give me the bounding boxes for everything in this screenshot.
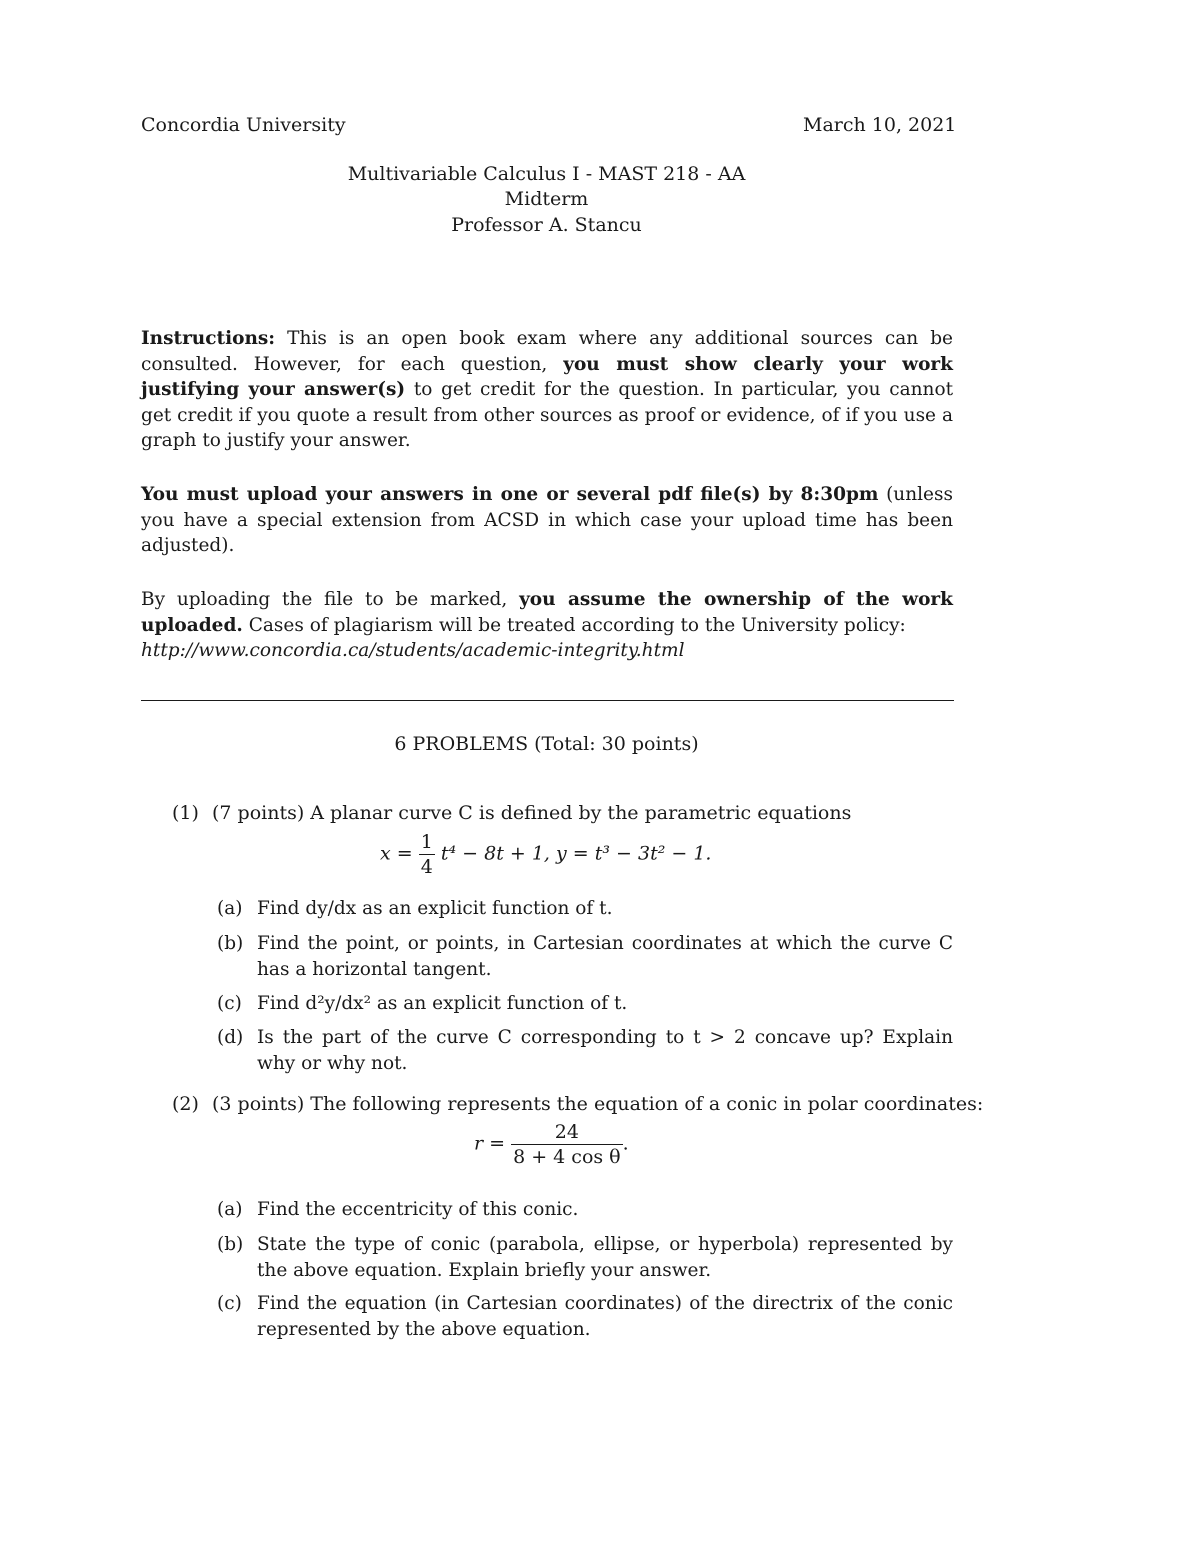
p1-part-b-text: Find the point, or points, in Cartesian coordinates at which the curve C has a horizontal tangent. [257, 933, 953, 980]
fraction-denominator: 4 [420, 856, 433, 878]
ownership-text-1: By uploading the file to be marked, [141, 589, 520, 610]
eq-r-lhs: r = [474, 1132, 506, 1155]
p1-part-a-text: Find dy/dx as an explicit function of t. [257, 898, 613, 919]
instructions-text-1: This is an open book exam where any additional sources can be consulted. However, for each question, [141, 328, 953, 375]
fraction-numerator: 1 [420, 831, 433, 853]
polar-fraction [511, 1120, 623, 1169]
divider [141, 700, 954, 701]
problem-2-number: (2) [172, 1093, 199, 1115]
p2-part-a-text: Find the eccentricity of this conic. [257, 1199, 579, 1220]
fraction-one-quarter [419, 830, 435, 879]
eq-x-lhs: x = [380, 842, 413, 865]
problems-heading: 6 PROBLEMS (Total: 30 points) [394, 733, 699, 755]
p1-part-c-label: (c) [217, 993, 242, 1014]
eq-rest: t⁴ − 8t + 1, y = t³ − 3t² − 1. [440, 842, 712, 865]
ownership-text-2: Cases of plagiarism will be treated according to the University policy: [242, 614, 906, 636]
ownership-bold: you assume the ownership of the work uploaded. [141, 589, 953, 636]
exam-date: March 10, 2021 [803, 114, 957, 136]
p1-part-c-text: Find d²y/dx² as an explicit function of t. [257, 993, 628, 1014]
eq-end: . [622, 1132, 629, 1155]
p1-part-a-label: (a) [217, 898, 243, 919]
academic-integrity-link[interactable]: http://www.concordia.ca/students/academic-integrity.html [141, 640, 685, 661]
upload-paragraph [141, 482, 953, 559]
upload-text: (unless you have a special extension from ACSD in which case your upload time has been adjusted). [141, 484, 953, 556]
p2-part-c-text: Find the equation (in Cartesian coordinates) of the directrix of the conic represented by the above equation. [257, 1293, 953, 1340]
upload-bold: You must upload your answers in one or several pdf file(s) by 8:30pm [141, 484, 879, 505]
p2-part-b-label: (b) [217, 1234, 244, 1255]
problem-1-intro: (7 points) A planar curve C is defined by the parametric equations [212, 802, 852, 824]
instructions-text-2: to get credit for the question. In particular, you cannot get credit if you quote a result from other sources as proof or evidence, of if you use a graph to justify your answer. [141, 379, 954, 451]
p2-part-a-label: (a) [217, 1199, 243, 1220]
problem-1-equation [380, 830, 711, 879]
polar-numerator: 24 [554, 1121, 579, 1143]
p2-part-c-label: (c) [217, 1293, 242, 1314]
p1-part-d-label: (d) [217, 1027, 244, 1048]
polar-denominator: 8 + 4 cos θ [513, 1146, 621, 1168]
instructions-label: Instructions: [141, 328, 276, 349]
problem-1-number: (1) [172, 802, 199, 824]
instructions-paragraph [141, 326, 953, 454]
problem-2-equation [474, 1120, 629, 1169]
p2-part-b-text: State the type of conic (parabola, ellipse, or hyperbola) represented by the above equation. Explain briefly your answer. [257, 1234, 953, 1281]
exam-type: Midterm [504, 188, 589, 210]
p1-part-d-text: Is the part of the curve C corresponding to t > 2 concave up? Explain why or why not. [257, 1027, 953, 1074]
professor-name: Professor A. Stancu [451, 214, 642, 236]
ownership-paragraph [141, 587, 953, 664]
instructions-bold: you must show clearly your work justifying your answer(s) [141, 353, 953, 400]
problem-2-intro: (3 points) The following represents the equation of a conic in polar coordinates: [212, 1093, 984, 1115]
university-name: Concordia University [141, 114, 346, 136]
course-title: Multivariable Calculus I - MAST 218 - AA [347, 163, 746, 185]
p1-part-b-label: (b) [217, 933, 244, 954]
